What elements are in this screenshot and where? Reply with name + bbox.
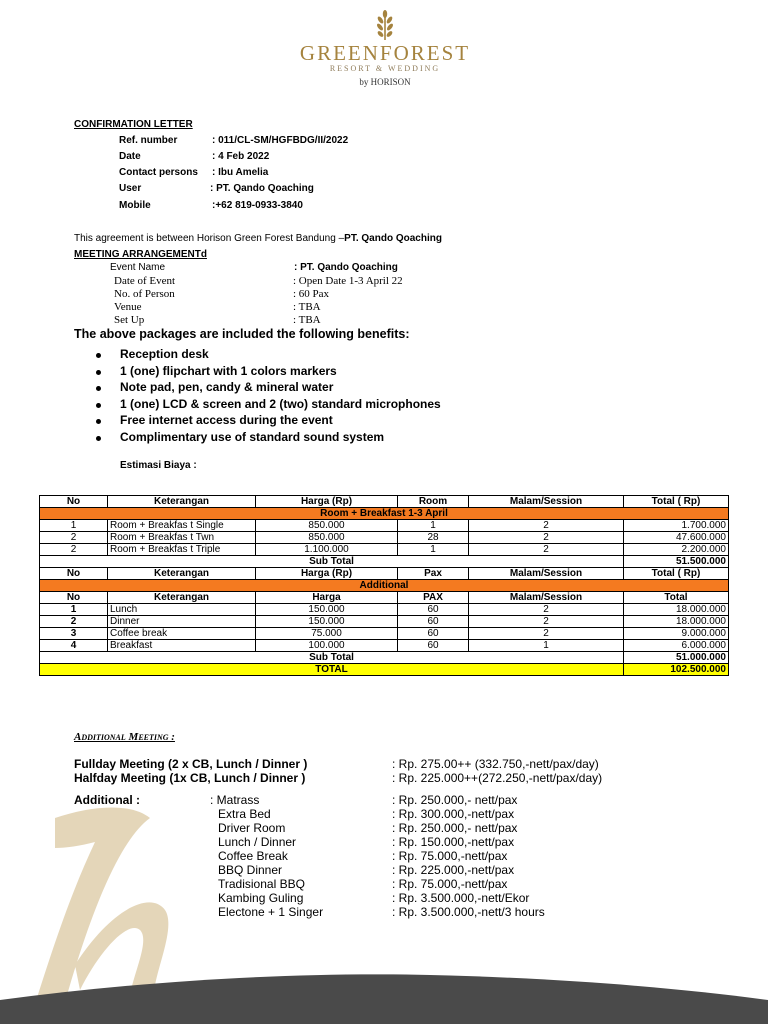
company-logo — [290, 10, 480, 98]
meeting-heading: MEETING ARRANGEMENTd — [74, 249, 207, 260]
field-value: : 4 Feb 2022 — [212, 151, 270, 162]
cell-total: 6.000.000 — [624, 640, 729, 652]
letter-title: CONFIRMATION LETTER — [74, 119, 193, 130]
extra-price: : Rp. 3.500.000,-nett/3 hours — [392, 905, 545, 919]
agreement-text: This agreement is between Horison Green Forest Bandung – — [74, 233, 345, 244]
package-label: Fullday Meeting (2 x CB, Lunch / Dinner ) — [74, 757, 308, 771]
table-row — [40, 520, 729, 532]
cell-qty: 60 — [398, 628, 469, 640]
cell-total: 18.000.000 — [624, 616, 729, 628]
benefits-list — [96, 346, 441, 445]
logo-brand: GREENFOREST — [299, 41, 471, 65]
col-header: PAX — [398, 592, 469, 604]
section-row — [40, 580, 729, 592]
field-label: Contact persons — [119, 167, 198, 178]
cell-qty: 1 — [398, 520, 469, 532]
table-row — [40, 640, 729, 652]
cell-total: 1.700.000 — [624, 520, 729, 532]
col-header: Room — [398, 496, 469, 508]
cell-session: 2 — [469, 544, 624, 556]
subtotal-row — [40, 556, 729, 568]
field-label: Ref. number — [119, 135, 178, 146]
meeting-label: Venue — [114, 301, 142, 313]
col-header: Total — [624, 592, 729, 604]
extra-price: : Rp. 300.000,-nett/pax — [392, 807, 515, 821]
list-item: Note pad, pen, candy & mineral water — [96, 379, 441, 396]
extra-item: Tradisional BBQ — [218, 877, 305, 891]
extra-item: Coffee Break — [218, 849, 288, 863]
table-header — [40, 568, 729, 580]
extra-price: : Rp. 250.000,- nett/pax — [392, 793, 518, 807]
cell-desc: Room + Breakfas t Single — [108, 520, 256, 532]
cell-qty: 1 — [398, 544, 469, 556]
table-row — [40, 604, 729, 616]
cell-no: 1 — [40, 604, 108, 616]
table-header — [40, 496, 729, 508]
meeting-value: : Open Date 1-3 April 22 — [293, 275, 403, 287]
cell-session: 2 — [469, 532, 624, 544]
subtotal-value: 51.000.000 — [624, 652, 729, 664]
agreement-line — [74, 233, 442, 244]
table-row — [40, 628, 729, 640]
cell-no: 2 — [40, 544, 108, 556]
col-header: Malam/Session — [469, 592, 624, 604]
cell-total: 18.000.000 — [624, 604, 729, 616]
extra-price: : Rp. 225.000,-nett/pax — [392, 863, 515, 877]
col-header: Malam/Session — [469, 496, 624, 508]
cell-no: 2 — [40, 616, 108, 628]
cell-qty: 60 — [398, 640, 469, 652]
cell-price: 850.000 — [256, 520, 398, 532]
footer-wave — [0, 974, 768, 1024]
list-item: Reception desk — [96, 346, 441, 363]
cell-no: 2 — [40, 532, 108, 544]
col-header: Harga (Rp) — [256, 568, 398, 580]
field-value: : PT. Qando Qoaching — [210, 183, 314, 194]
cell-session: 2 — [469, 604, 624, 616]
cell-price: 150.000 — [256, 616, 398, 628]
meeting-label: Date of Event — [114, 275, 176, 287]
extra-price: : Rp. 75.000,-nett/pax — [392, 877, 508, 891]
col-header: Harga — [256, 592, 398, 604]
table-header — [40, 592, 729, 604]
cell-no: 4 — [40, 640, 108, 652]
col-header: Malam/Session — [469, 568, 624, 580]
cell-no: 3 — [40, 628, 108, 640]
list-item: Free internet access during the event — [96, 412, 441, 429]
extra-price: : Rp. 3.500.000,-nett/Ekor — [392, 891, 530, 905]
leaf-logo-icon — [372, 10, 398, 40]
meeting-value: : 60 Pax — [293, 288, 330, 300]
extra-item: : Matrass — [210, 793, 260, 807]
cell-qty: 28 — [398, 532, 469, 544]
list-item: Complimentary use of standard sound system — [96, 429, 441, 446]
list-item: 1 (one) flipchart with 1 colors markers — [96, 363, 441, 380]
extras-label: Additional : — [74, 793, 140, 807]
cell-desc: Dinner — [108, 616, 256, 628]
col-header: No — [40, 568, 108, 580]
col-header: No — [40, 496, 108, 508]
cell-total: 9.000.000 — [624, 628, 729, 640]
package-label: Halfday Meeting (1x CB, Lunch / Dinner ) — [74, 771, 306, 785]
cell-price: 75.000 — [256, 628, 398, 640]
field-value: :+62 819-0933-3840 — [212, 200, 303, 211]
col-header: Keterangan — [108, 496, 256, 508]
field-label: Date — [119, 151, 141, 162]
cell-qty: 60 — [398, 616, 469, 628]
agreement-party: PT. Qando Qoaching — [344, 233, 442, 244]
table-row — [40, 544, 729, 556]
logo-subtitle: RESORT & WEDDING — [329, 64, 441, 73]
cost-table — [39, 495, 729, 676]
logo-by: by HORISON — [359, 77, 411, 87]
field-value: : Ibu Amelia — [212, 167, 269, 178]
package-price: : Rp. 225.000++(272.250,-nett/pax/day) — [392, 771, 603, 785]
subtotal-label: Sub Total — [40, 556, 624, 568]
table-row — [40, 532, 729, 544]
col-header: Total ( Rp) — [624, 496, 729, 508]
col-header: Keterangan — [108, 592, 256, 604]
subtotal-value: 51.500.000 — [624, 556, 729, 568]
extra-item: Extra Bed — [218, 807, 271, 821]
extra-item: Electone + 1 Singer — [218, 905, 324, 919]
cell-price: 850.000 — [256, 532, 398, 544]
cell-price: 150.000 — [256, 604, 398, 616]
total-row — [40, 664, 729, 676]
cell-qty: 60 — [398, 604, 469, 616]
extra-item: Driver Room — [218, 821, 286, 835]
subtotal-row — [40, 652, 729, 664]
cell-desc: Room + Breakfas t Triple — [108, 544, 256, 556]
meeting-label: Set Up — [114, 314, 145, 326]
cell-price: 100.000 — [256, 640, 398, 652]
total-label: TOTAL — [40, 664, 624, 676]
meeting-value: : TBA — [293, 314, 321, 326]
meeting-value: : TBA — [293, 301, 321, 313]
meeting-value: : PT. Qando Qoaching — [294, 262, 398, 273]
col-header: Pax — [398, 568, 469, 580]
col-header: Total ( Rp) — [624, 568, 729, 580]
extra-price: : Rp. 250.000,- nett/pax — [392, 821, 518, 835]
list-item: 1 (one) LCD & screen and 2 (two) standard microphones — [96, 396, 441, 413]
additional-meeting-heading: Additional Meeting : — [74, 731, 175, 743]
cell-desc: Coffee break — [108, 628, 256, 640]
benefits-heading: The above packages are included the following benefits: — [74, 327, 410, 341]
field-label: User — [119, 183, 142, 194]
extra-price: : Rp. 75.000,-nett/pax — [392, 849, 508, 863]
meeting-label: Event Name — [110, 262, 166, 273]
cell-desc: Room + Breakfas t Twn — [108, 532, 256, 544]
cell-total: 47.600.000 — [624, 532, 729, 544]
cell-no: 1 — [40, 520, 108, 532]
field-value: : 011/CL-SM/HGFBDG/II/2022 — [212, 135, 349, 146]
package-price: : Rp. 275.00++ (332.750,-nett/pax/day) — [392, 757, 599, 771]
section-title: Room + Breakfast 1-3 April — [40, 508, 729, 520]
cell-session: 2 — [469, 520, 624, 532]
cell-total: 2.200.000 — [624, 544, 729, 556]
extra-price: : Rp. 150.000,-nett/pax — [392, 835, 515, 849]
subtotal-label: Sub Total — [40, 652, 624, 664]
meeting-label: No. of Person — [114, 288, 175, 300]
table-row — [40, 616, 729, 628]
col-header: Harga (Rp) — [256, 496, 398, 508]
section-title: Additional — [40, 580, 729, 592]
field-label: Mobile — [119, 200, 151, 211]
col-header: No — [40, 592, 108, 604]
extra-item: Lunch / Dinner — [218, 835, 297, 849]
col-header: Keterangan — [108, 568, 256, 580]
cell-session: 1 — [469, 640, 624, 652]
section-row — [40, 508, 729, 520]
extra-item: Kambing Guling — [218, 891, 304, 905]
total-value: 102.500.000 — [624, 664, 729, 676]
cell-session: 2 — [469, 616, 624, 628]
cell-session: 2 — [469, 628, 624, 640]
estimate-label: Estimasi Biaya : — [120, 460, 197, 471]
extra-item: BBQ Dinner — [218, 863, 283, 877]
decorative-footer — [0, 800, 768, 1024]
cell-desc: Breakfast — [108, 640, 256, 652]
cell-desc: Lunch — [108, 604, 256, 616]
cell-price: 1.100.000 — [256, 544, 398, 556]
